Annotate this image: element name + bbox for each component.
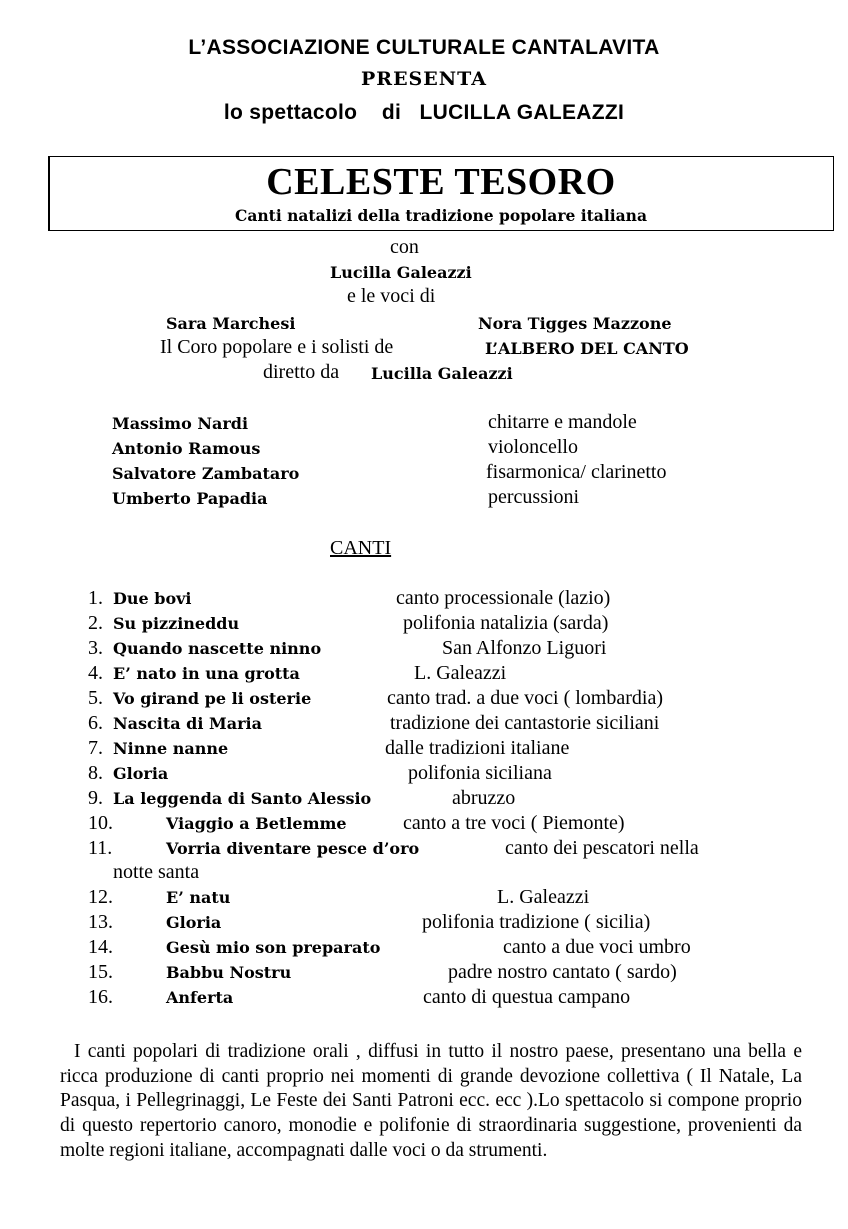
song-number: 10.: [88, 812, 113, 834]
song-description: polifonia siciliana: [408, 762, 552, 784]
song-description: tradizione dei cantastorie siciliani: [390, 712, 660, 734]
song-number: 13.: [88, 911, 113, 933]
lead-artist: Lucilla Galeazzi: [330, 263, 472, 282]
song-title: Anferta: [166, 988, 234, 1007]
song-description: canto a tre voci ( Piemonte): [403, 812, 625, 834]
song-number: 3.: [88, 637, 103, 659]
song-description: canto di questua campano: [423, 986, 631, 1008]
musician-role: chitarre e mandole: [488, 411, 637, 433]
song-number: 7.: [88, 737, 103, 759]
song-title: Vorria diventare pesce d’oro: [166, 839, 420, 858]
musician-name: Salvatore Zambataro: [112, 464, 300, 483]
song-description: polifonia natalizia (sarda): [403, 612, 609, 634]
list-item-continuation: [0, 861, 848, 885]
list-item: [0, 886, 848, 910]
musician-name: Antonio Ramous: [112, 439, 261, 458]
musician-role: fisarmonica/ clarinetto: [486, 461, 667, 483]
song-title: E’ natu: [166, 888, 231, 907]
list-item: [0, 961, 848, 985]
show-title: CELESTE TESORO: [266, 161, 616, 203]
list-item: [0, 837, 848, 861]
list-item: [0, 911, 848, 935]
song-description: dalle tradizioni italiane: [385, 737, 570, 759]
description-text: I canti popolari di tradizione orali , diffusi in tutto il nostro paese, presentano una bella e ricca produzione di canti proprio nei momenti di grande devozione collettiva ( Il Natale, La Pasqua, i Pellegrinaggi, Le Feste dei Santi Patroni ecc. ecc ).Lo spettacolo si compone proprio di questo repertorio canoro, monodie e polifonie di straordinaria suggestione, provenienti da molte regioni italiane, accompagnati dalle voci o da strumenti.: [60, 1041, 802, 1161]
song-number: 14.: [88, 936, 113, 958]
song-description: L. Galeazzi: [414, 662, 507, 684]
show-subtitle: Canti natalizi della tradizione popolare italiana: [235, 206, 647, 225]
song-title: Nascita di Maria: [113, 714, 262, 733]
list-item: [0, 762, 848, 786]
song-number: 5.: [88, 687, 103, 709]
association-heading: L’ASSOCIAZIONE CULTURALE CANTALAVITA: [188, 36, 660, 59]
list-item: [0, 737, 848, 761]
song-number: 12.: [88, 886, 113, 908]
director-name: Lucilla Galeazzi: [371, 364, 513, 383]
song-number: 1.: [88, 587, 103, 609]
list-item: [0, 936, 848, 960]
show-by-heading: [0, 101, 848, 125]
musician-role: percussioni: [488, 486, 580, 508]
song-title: Gloria: [113, 764, 169, 783]
voice-nora: Nora Tigges Mazzone: [478, 314, 672, 333]
voices-intro: e le voci di: [347, 285, 436, 307]
song-description: abruzzo: [452, 787, 516, 809]
songs-heading: CANTI: [330, 537, 392, 559]
voice-sara: Sara Marchesi: [166, 314, 296, 333]
song-number: 6.: [88, 712, 103, 734]
choir-intro: Il Coro popolare e i solisti de: [160, 336, 394, 358]
song-number: 15.: [88, 961, 113, 983]
list-item: [0, 712, 848, 736]
list-item: [0, 812, 848, 836]
list-item: [0, 612, 848, 636]
song-title: E’ nato in una grotta: [113, 664, 300, 683]
song-description: canto a due voci umbro: [503, 936, 691, 958]
directed-intro: diretto da: [263, 361, 340, 383]
list-item: [0, 637, 848, 661]
song-description: polifonia tradizione ( sicilia): [422, 911, 651, 933]
song-description: canto dei pescatori nella: [505, 837, 699, 859]
show-by-di: di: [381, 101, 402, 124]
song-number: 4.: [88, 662, 103, 684]
song-description: padre nostro cantato ( sardo): [448, 961, 677, 983]
show-by-artist: LUCILLA GALEAZZI: [419, 101, 625, 124]
song-description: canto processionale (lazio): [396, 587, 611, 609]
song-title: Su pizzineddu: [113, 614, 240, 633]
description-paragraph: [60, 1040, 802, 1164]
show-by-prefix: lo spettacolo: [223, 101, 358, 124]
musician-name: Massimo Nardi: [112, 414, 249, 433]
song-title: Viaggio a Betlemme: [166, 814, 347, 833]
song-number: 8.: [88, 762, 103, 784]
song-title: Vo girand pe li osterie: [113, 689, 312, 708]
song-title: Ninne nanne: [113, 739, 229, 758]
song-title: Due bovi: [113, 589, 192, 608]
musician-name: Umberto Papadia: [112, 489, 268, 508]
list-item: [0, 787, 848, 811]
choir-name: L’ALBERO DEL CANTO: [485, 339, 689, 358]
song-title: La leggenda di Santo Alessio: [113, 789, 372, 808]
song-description: canto trad. a due voci ( lombardia): [387, 687, 663, 709]
con-label: con: [390, 236, 419, 258]
song-number: 9.: [88, 787, 103, 809]
song-description: San Alfonzo Liguori: [442, 637, 607, 659]
song-description-continuation: notte santa: [113, 861, 200, 883]
list-item: [0, 986, 848, 1010]
list-item: [0, 587, 848, 611]
song-title: Babbu Nostru: [166, 963, 292, 982]
presents-heading: PRESENTA: [361, 68, 487, 90]
list-item: [0, 662, 848, 686]
list-item: [0, 687, 848, 711]
song-title: Gesù mio son preparato: [166, 938, 381, 957]
song-number: 16.: [88, 986, 113, 1008]
musician-role: violoncello: [488, 436, 578, 458]
song-description: L. Galeazzi: [497, 886, 590, 908]
song-number: 2.: [88, 612, 103, 634]
song-number: 11.: [88, 837, 113, 859]
song-title: Gloria: [166, 913, 222, 932]
song-title: Quando nascette ninno: [113, 639, 322, 658]
